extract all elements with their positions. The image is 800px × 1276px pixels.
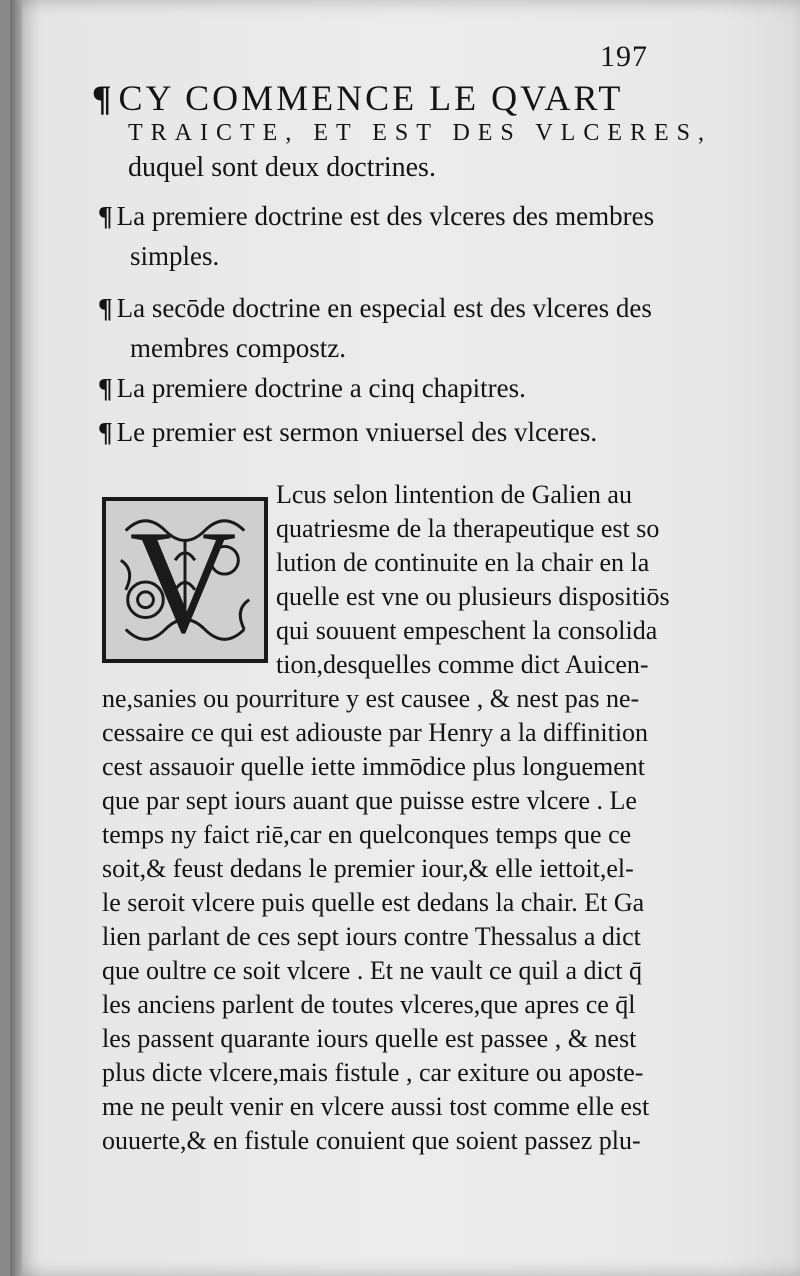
body-text-line: le seroit vlcere puis quelle est dedans la chair. Et Ga	[102, 888, 645, 917]
page-gutter	[10, 0, 22, 1276]
toc-entry	[98, 196, 698, 276]
body-text-line: plus dicte vlcere,mais fistule , car exiture ou aposte-	[102, 1058, 644, 1087]
pilcrow-icon: ¶	[92, 78, 115, 118]
pilcrow-icon: ¶	[98, 373, 113, 403]
heading-line-1: CY COMMENCE LE QVART	[118, 78, 624, 118]
body-text-line: soit,& feust dedans le premier iour,& elle iettoit,el-	[102, 854, 634, 883]
toc-entry	[98, 412, 698, 452]
ornament-icon	[106, 501, 264, 659]
decorated-initial-v	[102, 497, 268, 663]
body-text-line: temps ny faict riē,car en quelconques temps que ce	[102, 820, 632, 849]
chapter-heading	[92, 78, 692, 118]
body-text-line: lution de continuite en la chair en la	[276, 548, 650, 577]
body-text-line: les passent quarante iours quelle est passee , & nest	[102, 1024, 637, 1053]
toc-entry-line-1: Le premier est sermon vniuersel des vlceres.	[116, 417, 598, 447]
body-text-line: quelle est vne ou plusieurs dispositiōs	[276, 582, 670, 611]
body-text-line: que par sept iours auant que puisse estre vlcere . Le	[102, 786, 637, 815]
toc-entry	[98, 288, 698, 368]
toc-entry	[98, 368, 698, 408]
page-number: 197	[600, 40, 648, 73]
heading-line-2: TRAICTE, ET EST DES VLCERES,	[128, 120, 713, 146]
pilcrow-icon: ¶	[98, 417, 113, 447]
toc-entry-line-1: La secōde doctrine en especial est des vlceres des	[116, 293, 652, 323]
body-text-line: cest assauoir quelle iette immōdice plus longuement	[102, 752, 645, 781]
book-page	[10, 0, 800, 1276]
heading-line-3: duquel sont deux doctrines.	[128, 152, 436, 183]
body-text-line: quatriesme de la therapeutique est so	[276, 514, 660, 543]
body-text-line: qui souuent empeschent la consolida	[276, 616, 658, 645]
toc-entry-line-2: simples.	[130, 241, 220, 271]
body-text-line: cessaire ce qui est adiouste par Henry a la diffinition	[102, 718, 649, 747]
body-text-line: me ne peult venir en vlcere aussi tost comme elle est	[102, 1092, 650, 1121]
initial-letter: V	[129, 501, 237, 659]
body-text-line: que oultre ce soit vlcere . Et ne vault ce quil a dict q̄	[102, 956, 643, 985]
toc-entry-line-1: La premiere doctrine est des vlceres des membres	[116, 201, 655, 231]
pilcrow-icon: ¶	[98, 201, 113, 231]
body-text-line: tion,desquelles comme dict Auicen-	[276, 650, 649, 679]
body-text-line: Lcus selon lintention de Galien au	[276, 480, 632, 509]
body-text-line: ne,sanies ou pourriture y est causee , & nest pas ne-	[102, 684, 640, 713]
pilcrow-icon: ¶	[98, 293, 113, 323]
toc-entry-line-1: La premiere doctrine a cinq chapitres.	[116, 373, 526, 403]
body-text-line: ouuerte,& en fistule conuient que soient passez plu-	[102, 1126, 641, 1155]
body-text-line: les anciens parlent de toutes vlceres,que apres ce q̄l	[102, 990, 636, 1019]
body-text-line: lien parlant de ces sept iours contre Thessalus a dict	[102, 922, 641, 951]
toc-entry-line-2: membres compostz.	[130, 333, 346, 363]
